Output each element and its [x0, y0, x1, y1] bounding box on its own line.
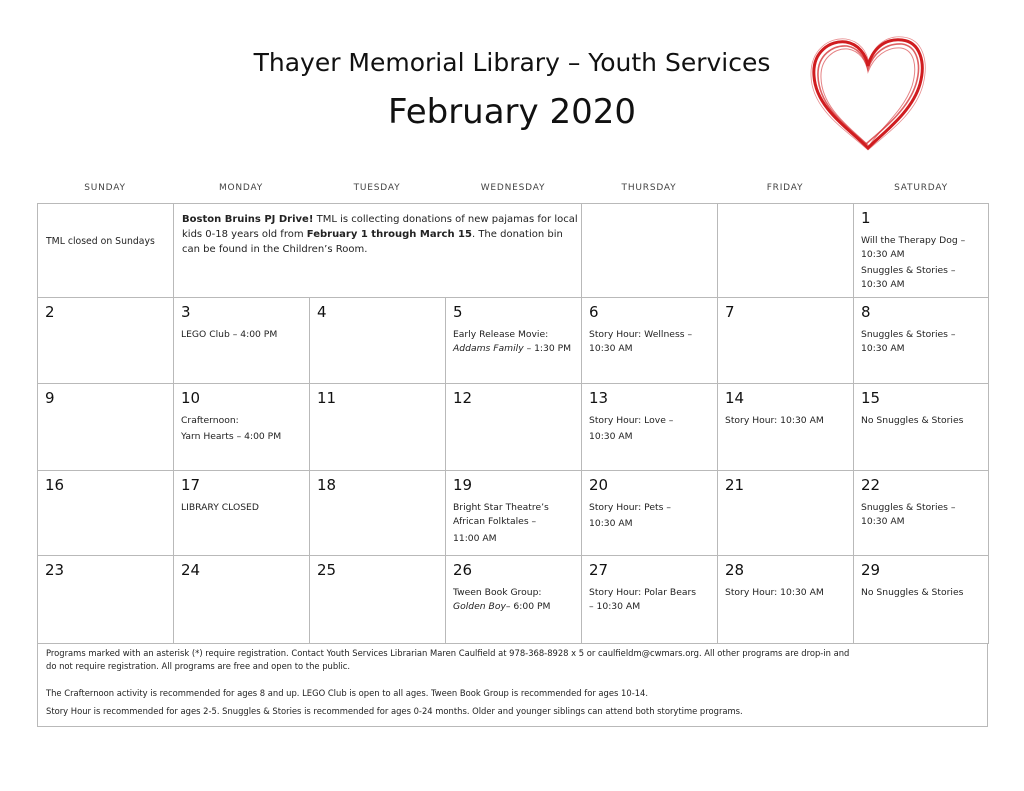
heart-icon [808, 36, 928, 154]
book-title: Golden Boy [453, 601, 506, 612]
event-text: LEGO Club – 4:00 PM [181, 329, 278, 340]
day-number: 9 [45, 389, 55, 407]
day-cell-6 [582, 298, 718, 384]
day-number: 8 [861, 303, 871, 321]
day-cell-empty [446, 204, 582, 298]
day-cell-24 [174, 556, 310, 644]
day-number: 26 [453, 561, 473, 579]
weekday-name: TUESDAY [353, 183, 401, 193]
day-cell-29 [854, 556, 989, 644]
day-cell-sunday-note [38, 204, 174, 298]
event-text: Bright Star Theatre’s [453, 502, 549, 513]
day-number: 14 [725, 389, 745, 407]
footer-age-note: Story Hour is recommended for ages 2-5. Snuggles & Stories is recommended for ages 0-24 months. Older and younger siblings can attend both storytime programs. [46, 706, 743, 716]
day-number: 25 [317, 561, 337, 579]
weekday-name: SATURDAY [894, 183, 948, 193]
day-cell-4 [310, 298, 446, 384]
day-number: 10 [181, 389, 201, 407]
day-cell-26 [446, 556, 582, 644]
day-cell-1 [854, 204, 989, 298]
day-cell-9 [38, 384, 174, 471]
event-text: – 10:30 AM [589, 601, 641, 612]
day-cell-2 [38, 298, 174, 384]
event-text: 10:30 AM [589, 431, 633, 442]
weekday-name: SUNDAY [84, 183, 126, 193]
day-cell-7 [718, 298, 854, 384]
day-cell-8 [854, 298, 989, 384]
day-number: 4 [317, 303, 327, 321]
event-time: – 1:30 PM [523, 343, 572, 354]
pj-drive-text: TML is collecting donations of new pajamas for local kids 0-18 years old from [182, 214, 578, 240]
event-text: Crafternoon: [181, 415, 239, 426]
day-number: 27 [589, 561, 609, 579]
day-cell-19 [446, 471, 582, 556]
event-text: Story Hour: Pets – [589, 502, 671, 513]
month-title: February 2020 [388, 92, 636, 132]
library-title: Thayer Memorial Library – Youth Services [253, 48, 771, 77]
day-cell-5 [446, 298, 582, 384]
day-cell-17 [174, 471, 310, 556]
day-number: 2 [45, 303, 55, 321]
day-number: 16 [45, 476, 65, 494]
day-number: 29 [861, 561, 881, 579]
weekday-name: THURSDAY [621, 183, 677, 193]
day-cell-11 [310, 384, 446, 471]
day-number: 18 [317, 476, 337, 494]
day-cell-15 [854, 384, 989, 471]
day-number: 1 [861, 209, 871, 227]
event-text: No Snuggles & Stories [861, 415, 964, 426]
pj-drive-title: Boston Bruins PJ Drive! [182, 214, 314, 225]
footer-notes [37, 643, 988, 727]
pj-drive-text: . The donation bin can be found in the Children’s Room. [182, 229, 563, 255]
day-cell-25 [310, 556, 446, 644]
event-text: Snuggles & Stories – [861, 329, 956, 340]
event-text: Story Hour: Love – [589, 415, 674, 426]
day-number: 21 [725, 476, 745, 494]
day-cell-13 [582, 384, 718, 471]
day-number: 19 [453, 476, 473, 494]
event-text: No Snuggles & Stories [861, 587, 964, 598]
day-number: 24 [181, 561, 201, 579]
weekday-header [37, 183, 989, 197]
pj-drive-dates: February 1 through March 15 [306, 229, 472, 240]
day-number: 13 [589, 389, 609, 407]
day-number: 12 [453, 389, 473, 407]
event-text: Tween Book Group: [453, 587, 542, 598]
day-cell-22 [854, 471, 989, 556]
day-number: 5 [453, 303, 463, 321]
event-text: Story Hour: Wellness – [589, 329, 693, 340]
event-text: Snuggles & Stories – [861, 265, 956, 276]
day-cell-empty [582, 204, 718, 298]
day-number: 22 [861, 476, 881, 494]
event-text: 10:30 AM [861, 343, 905, 354]
event-text: 10:30 AM [589, 343, 633, 354]
day-cell-14 [718, 384, 854, 471]
event-text: Early Release Movie: [453, 329, 549, 340]
event-text: Will the Therapy Dog – [861, 235, 966, 246]
day-number: 15 [861, 389, 881, 407]
event-text [453, 342, 571, 356]
day-number: 17 [181, 476, 201, 494]
day-cell-28 [718, 556, 854, 644]
day-number: 6 [589, 303, 599, 321]
event-text: African Folktales – [453, 516, 537, 527]
event-text: Yarn Hearts – 4:00 PM [181, 431, 282, 442]
event-text: Story Hour: 10:30 AM [725, 415, 824, 426]
weekday-name: FRIDAY [766, 183, 804, 193]
event-text: Story Hour: Polar Bears [589, 587, 697, 598]
event-text: 11:00 AM [453, 533, 497, 544]
event-text: 10:30 AM [589, 518, 633, 529]
event-text: Snuggles & Stories – [861, 502, 956, 513]
footer-registration-note: do not require registration. All programs are free and open to the public. [46, 661, 351, 671]
day-number: 7 [725, 303, 735, 321]
day-cell-empty [718, 204, 854, 298]
day-cell-3 [174, 298, 310, 384]
day-number: 28 [725, 561, 745, 579]
day-cell-20 [582, 471, 718, 556]
movie-title: Addams Family [453, 343, 524, 354]
day-cell-27 [582, 556, 718, 644]
event-text: 10:30 AM [861, 279, 905, 290]
footer-registration-note: Programs marked with an asterisk (*) require registration. Contact Youth Services Librarian Maren Caulfield at 978-368-8928 x 5 or caulfieldm@cwmars.org. All other programs are drop-in and [46, 648, 850, 658]
event-text: Story Hour: 10:30 AM [725, 587, 824, 598]
event-time: – 6:00 PM [505, 601, 551, 612]
event-text: LIBRARY CLOSED [181, 502, 259, 513]
day-cell-21 [718, 471, 854, 556]
event-text: 10:30 AM [861, 516, 905, 527]
event-text: 10:30 AM [861, 249, 905, 260]
day-number: 11 [317, 389, 337, 407]
day-cell-12 [446, 384, 582, 471]
day-number: 20 [589, 476, 609, 494]
footer-age-note: The Crafternoon activity is recommended for ages 8 and up. LEGO Club is open to all ages. Tween Book Group is recommended for ages 10-14. [46, 688, 649, 698]
calendar-grid [37, 203, 989, 644]
day-cell-23 [38, 556, 174, 644]
day-cell-18 [310, 471, 446, 556]
weekday-name: WEDNESDAY [480, 183, 546, 193]
day-cell-10 [174, 384, 310, 471]
day-cell-16 [38, 471, 174, 556]
day-number: 23 [45, 561, 65, 579]
weekday-name: MONDAY [218, 183, 264, 193]
sunday-closed-note: TML closed on Sundays [46, 236, 155, 247]
event-text [453, 600, 550, 614]
day-number: 3 [181, 303, 191, 321]
